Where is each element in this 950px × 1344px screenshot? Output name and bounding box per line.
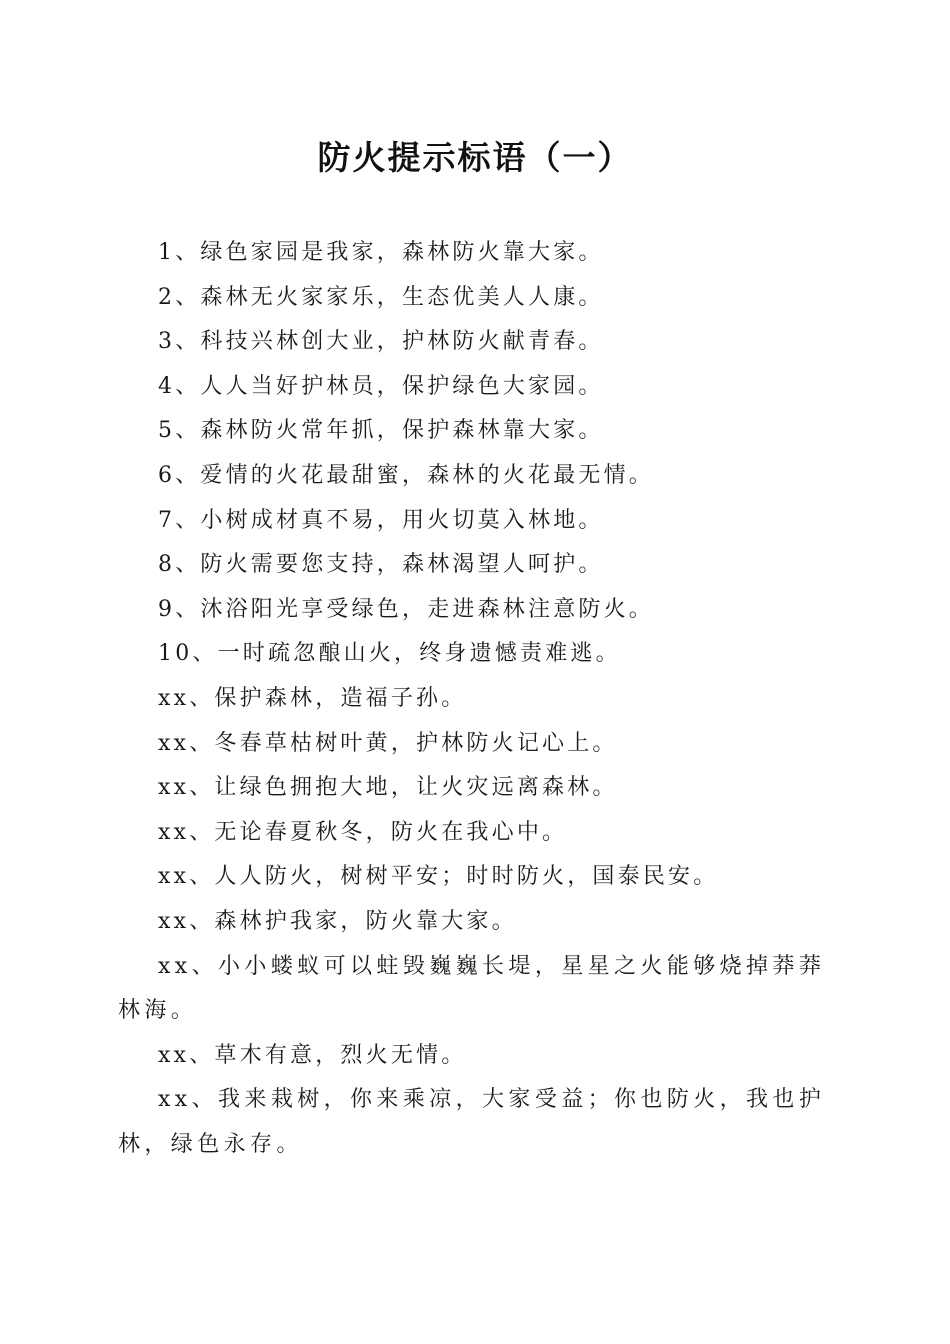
slogan-item: 1、绿色家园是我家，森林防火靠大家。 bbox=[158, 240, 604, 265]
slogan-item: 6、爱情的火花最甜蜜，森林的火花最无情。 bbox=[158, 462, 654, 488]
slogan-item: 2、森林无火家家乐，生态优美人人康。 bbox=[158, 284, 604, 310]
slogan-item: 4、人人当好护林员，保护绿色大家园。 bbox=[158, 373, 604, 399]
slogan-item: xx、人人防火，树树平安；时时防火，国泰民安。 bbox=[158, 864, 719, 890]
slogan-list bbox=[118, 231, 836, 1167]
slogan-item: 5、森林防火常年抓，保护森林靠大家。 bbox=[158, 418, 604, 444]
slogan-item: 7、小树成材真不易，用火切莫入林地。 bbox=[158, 507, 604, 533]
slogan-item: 10、一时疏忽酿山火，终身遗憾责难逃。 bbox=[158, 641, 621, 667]
slogan-item: xx、让绿色拥抱大地，让火灾远离森林。 bbox=[158, 775, 618, 801]
slogan-item: xx、森林护我家，防火靠大家。 bbox=[158, 908, 517, 934]
slogan-item: xx、我来栽树，你来乘凉，大家受益；你也防火，我也护林，绿色永存。 bbox=[118, 1087, 826, 1157]
page-title: 防火提示标语（一） bbox=[317, 138, 633, 177]
slogan-item: xx、冬春草枯树叶黄，护林防火记心上。 bbox=[158, 730, 618, 756]
slogan-item: 3、科技兴林创大业，护林防火献青春。 bbox=[158, 329, 604, 355]
slogan-item: 9、沐浴阳光享受绿色，走进森林注意防火。 bbox=[158, 596, 654, 622]
slogan-item: xx、小小蝼蚁可以蛀毁巍巍长堤，星星之火能够烧掉莽莽林海。 bbox=[118, 953, 826, 1024]
slogan-item: 8、防火需要您支持，森林渴望人呵护。 bbox=[158, 552, 604, 578]
slogan-item: xx、保护森林，造福子孙。 bbox=[158, 685, 467, 711]
slogan-item: xx、无论春夏秋冬，防火在我心中。 bbox=[158, 819, 568, 845]
slogan-item: xx、草木有意，烈火无情。 bbox=[158, 1042, 467, 1068]
